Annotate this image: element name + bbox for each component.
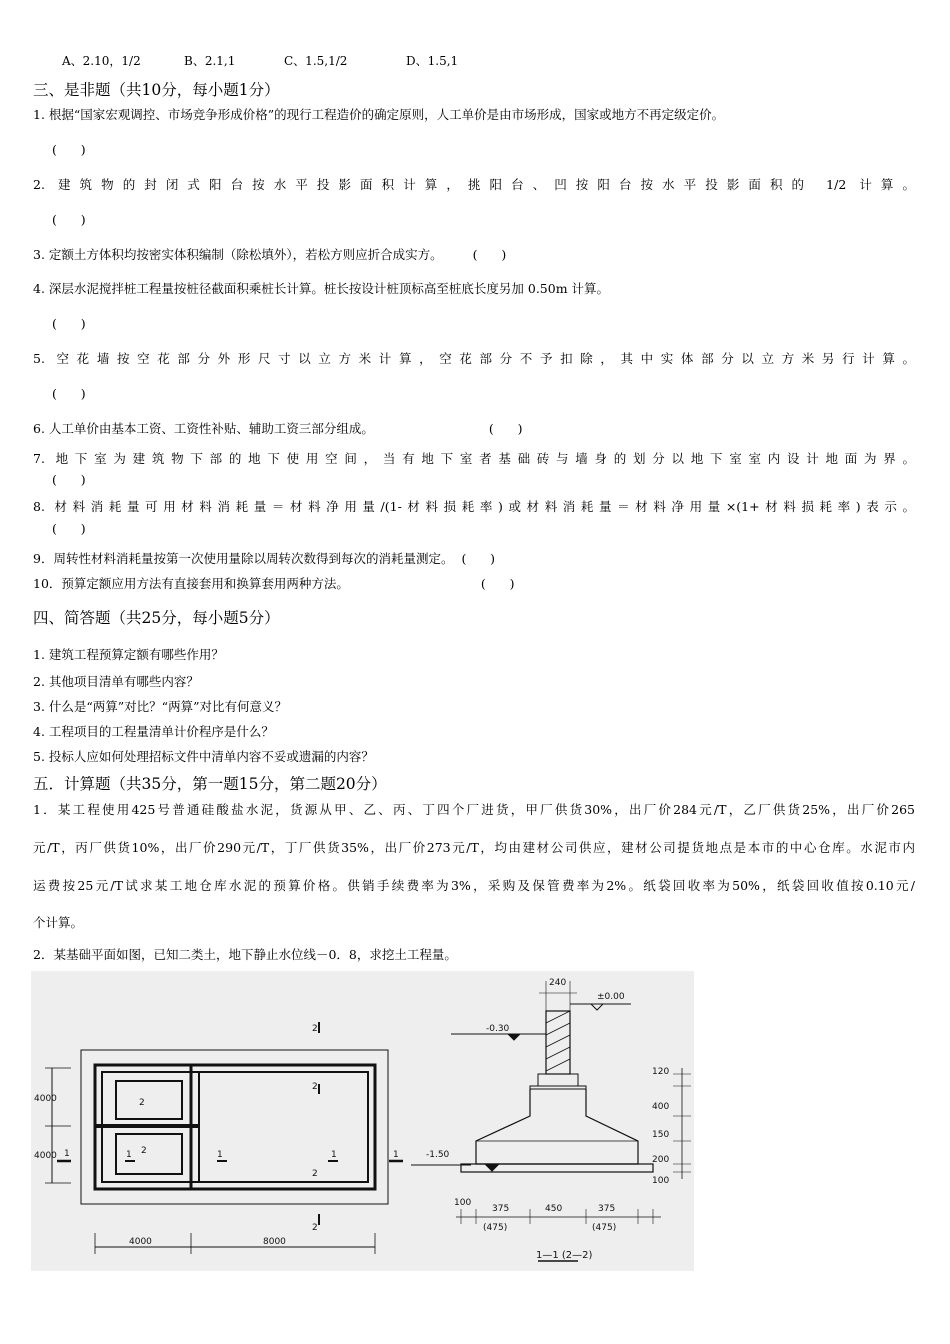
s4-q1: 1. 建筑工程预算定额有哪些作用？ bbox=[33, 647, 224, 662]
plan-mark-2d: 2 bbox=[141, 1146, 147, 1156]
plan-mark-1e: 1 bbox=[393, 1150, 399, 1160]
section3-title: 三、是非题（共10分，每小题1分） bbox=[33, 81, 280, 99]
plan-mark-2e: 2 bbox=[312, 1169, 318, 1179]
plan-mark-1d: 1 bbox=[331, 1150, 337, 1160]
s5-q2: 2．某基础平面如图，已知二类土，地下静止水位线－0．8，求挖土工程量。 bbox=[33, 947, 457, 962]
s3-q7-blank: ( ) bbox=[52, 472, 86, 487]
s3-q6-blank: ( ) bbox=[488, 421, 523, 436]
plan-mark-2a: 2 bbox=[312, 1024, 318, 1034]
s4-q3: 3. 什么是“两算”对比？“两算”对比有何意义？ bbox=[33, 699, 287, 714]
plan-mark-1a: 1 bbox=[64, 1149, 70, 1159]
s3-q9 bbox=[33, 549, 495, 567]
sec-elev-150: -1.50 bbox=[426, 1150, 450, 1160]
sec-w-475b: (475) bbox=[592, 1223, 617, 1233]
s3-q3-blank: ( ) bbox=[472, 247, 507, 262]
plan-dim-4000-h: 4000 bbox=[129, 1237, 152, 1247]
sec-w-475a: (475) bbox=[483, 1223, 508, 1233]
s3-q3 bbox=[33, 245, 506, 263]
s3-q8: 8. 材料消耗量可用材料消耗量＝材料净用量/(1-材料损耗率)或材料消耗量＝材料净用量×(1+材料损耗率)表示。 bbox=[33, 499, 915, 514]
sec-w-375a: 375 bbox=[492, 1204, 510, 1214]
plan-dim-4000-v2: 4000 bbox=[34, 1151, 57, 1161]
foundation-figure bbox=[31, 971, 694, 1271]
sec-h-200: 200 bbox=[652, 1155, 670, 1165]
section4-title: 四、简答题（共25分，每小题5分） bbox=[33, 609, 280, 627]
option-d: D、1.5,1 bbox=[406, 54, 459, 68]
sec-w-450: 450 bbox=[545, 1204, 563, 1214]
sec-h-400: 400 bbox=[652, 1102, 670, 1112]
s5-q1-line3: 运费按25元/T试求某工地仓库水泥的预算价格。供销手续费率为3%，采购及保管费率为2%。纸袋回收率为50%，纸袋回收值按0.10元/ bbox=[33, 878, 915, 893]
plan-mark-2c: 2 bbox=[139, 1098, 145, 1108]
sec-caption: 1—1 (2—2) bbox=[536, 1250, 593, 1261]
s3-q8-blank: ( ) bbox=[52, 521, 86, 536]
plan-dim-8000-h: 8000 bbox=[263, 1237, 286, 1247]
sec-h-100: 100 bbox=[652, 1176, 670, 1186]
plan-mark-1c: 1 bbox=[217, 1150, 223, 1160]
s3-q9-blank: ( ) bbox=[461, 551, 496, 566]
sec-w-100: 100 bbox=[454, 1198, 472, 1208]
sec-w-375b: 375 bbox=[598, 1204, 616, 1214]
sec-elev-000: ±0.00 bbox=[597, 992, 625, 1002]
s3-q10-blank: ( ) bbox=[480, 576, 515, 591]
s3-q1: 1. 根据“国家宏观调控、市场竞争形成价格”的现行工程造价的确定原则，人工单价是由市场形成，国家或地方不再定级定价。 bbox=[33, 107, 725, 122]
sec-elev-030: -0.30 bbox=[486, 1024, 510, 1034]
plan-mark-1b: 1 bbox=[126, 1150, 132, 1160]
s5-q1-line1: 1．某工程使用425号普通硅酸盐水泥，货源从甲、乙、丙、丁四个厂进货，甲厂供货30%，出厂价284元/T，乙厂供货25%，出厂价265 bbox=[33, 802, 915, 817]
s3-q5-blank: ( ) bbox=[52, 386, 86, 401]
s5-q1-line4: 个计算。 bbox=[33, 915, 84, 930]
sec-h-120: 120 bbox=[652, 1067, 670, 1077]
s3-q7: 7. 地下室为建筑物下部的地下使用空间，当有地下室者基础砖与墙身的划分以地下室室内设计地面为界。 bbox=[33, 451, 915, 466]
sec-h-150: 150 bbox=[652, 1130, 670, 1140]
s3-q9-text: 9．周转性材料消耗量按第一次使用量除以周转次数得到每次的消耗量测定。 bbox=[33, 551, 454, 566]
s4-q4: 4. 工程项目的工程量清单计价程序是什么？ bbox=[33, 724, 274, 739]
mcq-options bbox=[62, 52, 458, 69]
sec-dim-240: 240 bbox=[549, 978, 567, 988]
s3-q5: 5. 空花墙按空花部分外形尺寸以立方米计算，空花部分不予扣除，其中实体部分以立方米另行计算。 bbox=[33, 351, 915, 366]
plan-mark-2f: 2 bbox=[312, 1223, 318, 1233]
s3-q1-blank: ( ) bbox=[52, 142, 86, 157]
s3-q3-text: 3. 定额土方体积均按密实体积编制（除松填外），若松方则应折合成实方。 bbox=[33, 247, 443, 262]
s3-q6-text: 6. 人工单价由基本工资、工资性补贴、辅助工资三部分组成。 bbox=[33, 421, 374, 436]
s4-q5: 5. 投标人应如何处理招标文件中清单内容不妥或遗漏的内容？ bbox=[33, 749, 374, 764]
s3-q4-blank: ( ) bbox=[52, 316, 86, 331]
s3-q4: 4. 深层水泥搅拌桩工程量按桩径截面积乘桩长计算。桩长按设计桩顶标高至桩底长度另加 0.50m 计算。 bbox=[33, 281, 610, 296]
section5-title: 五．计算题（共35分，第一题15分，第二题20分） bbox=[33, 775, 387, 793]
s3-q2-blank: ( ) bbox=[52, 212, 86, 227]
option-a: A、2.10，1/2 bbox=[62, 54, 141, 68]
option-c: C、1.5,1/2 bbox=[284, 54, 348, 68]
s4-q2: 2. 其他项目清单有哪些内容？ bbox=[33, 674, 199, 689]
s5-q1-line2: 元/T，丙厂供货10%，出厂价290元/T，丁厂供货35%，出厂价273元/T，均由建材公司供应，建材公司提货地点是本市的中心仓库。水泥市内 bbox=[33, 840, 915, 855]
s3-q2: 2. 建筑物的封闭式阳台按水平投影面积计算，挑阳台、凹按阳台按水平投影面积的 1/2 计算。 bbox=[33, 177, 915, 192]
s3-q10-text: 10．预算定额应用方法有直接套用和换算套用两种方法。 bbox=[33, 576, 349, 591]
s3-q10 bbox=[33, 574, 515, 592]
option-b: B、2.1,1 bbox=[184, 54, 236, 68]
s3-q6 bbox=[33, 419, 523, 437]
plan-mark-2b: 2 bbox=[312, 1082, 318, 1092]
plan-dim-4000-v1: 4000 bbox=[34, 1094, 57, 1104]
